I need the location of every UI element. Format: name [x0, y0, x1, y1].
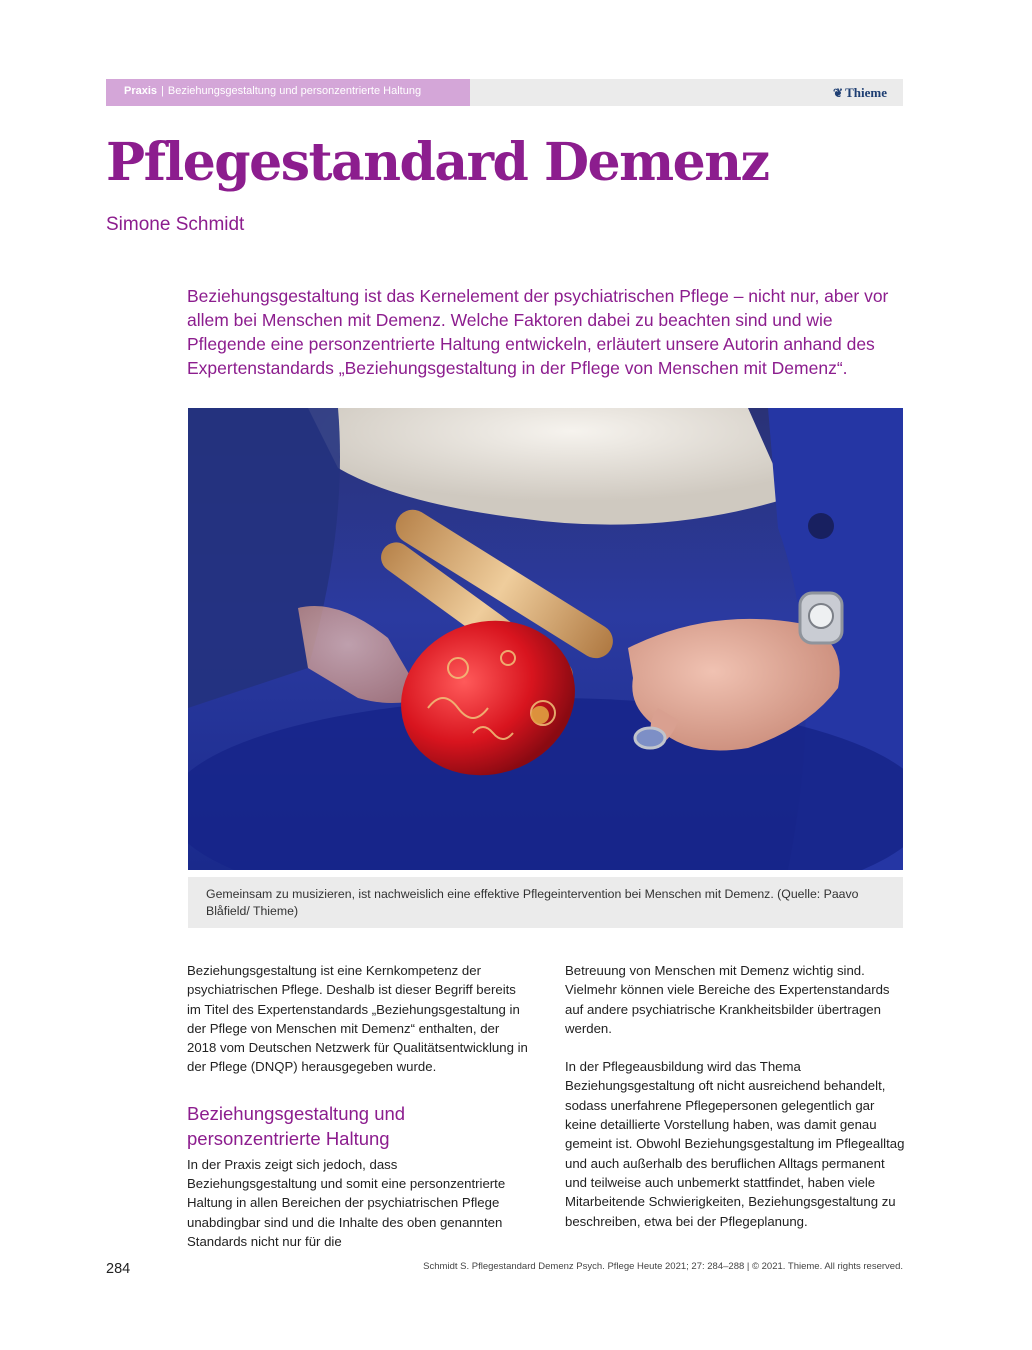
- body-paragraph: Beziehungsgestaltung ist eine Kernkompetenz der psychiatrischen Pflege. Deshalb ist dieser Begriff bereits im Titel des Expertenstandards „Beziehungsgestaltung in der Pflege von Menschen mit Demenz“ enthalten, der 2018 vom Deutschen Netzwerk für Qualitätsentwicklung in der Pflege (DNQP) herausgegeben wurde.: [187, 963, 528, 1075]
- photo-illustration: [188, 408, 903, 870]
- article-title: Pflegestandard Demenz: [106, 132, 769, 193]
- section-topic: Beziehungsgestaltung und personzentrierte Haltung: [167, 85, 422, 97]
- body-column-right: [565, 961, 907, 1231]
- thieme-logo-icon: ❦: [833, 86, 844, 100]
- body-paragraph: In der Praxis zeigt sich jedoch, dass Beziehungsgestaltung und somit eine personzentrierte Haltung in allen Bereichen der psychiatrischen Pflege unabdingbar sind und die Inhalte des oben genannten Standards nicht nur für die: [187, 1156, 506, 1249]
- body-paragraph: In der Pflegeausbildung wird das Thema Beziehungsgestaltung oft nicht ausreichend behandelt, sodass unerfahrene Pflegepersonen gelegentlich gar keine detaillierte Vorstellung haben, was damit genau gemeint ist. Obwohl Beziehungsgestaltung im Pflegealltag und auch außerhalb des beruflichen Alltags permanent und teilweise auch unbemerkt stattfindet, haben viele Mitarbeitende Schwierigkeiten, Beziehungsgestaltung zu beschreiben, etwa bei der Pflegeplanung.: [565, 1059, 905, 1229]
- section-tag: [106, 79, 470, 106]
- page-number: 284: [106, 1261, 131, 1277]
- body-paragraph: Betreuung von Menschen mit Demenz wichtig sind. Vielmehr können viele Bereiche des Expertenstandards auf andere psychiatrische Krankheitsbilder übertragen werden.: [565, 963, 890, 1036]
- section-subheading: Beziehungsgestaltung und personzentrierte Haltung: [187, 1102, 406, 1149]
- figure-caption: Gemeinsam zu musizieren, ist nachweislich eine effektive Pflegeintervention bei Menschen mit Demenz. (Quelle: Paavo Blåfield/ Thieme): [188, 877, 903, 928]
- article-author: Simone Schmidt: [106, 214, 245, 235]
- article-photo: [188, 408, 903, 870]
- publisher-logo: [833, 79, 887, 106]
- section-label: Praxis: [124, 85, 158, 97]
- publisher-name: Thieme: [845, 85, 887, 100]
- running-header: [106, 79, 903, 106]
- body-column-left: [187, 961, 529, 1251]
- article-lead: Beziehungsgestaltung ist das Kernelement der psychiatrischen Pflege – nicht nur, aber vor allem bei Menschen mit Demenz. Welche Faktoren dabei zu beachten sind und wie Pflegende eine personzentrierte Haltung entwickeln, erläutert unsere Autorin anhand des Expertenstandards „Beziehungsgestaltung in der Pflege von Menschen mit Demenz“.: [187, 286, 889, 378]
- section-separator: |: [161, 85, 164, 97]
- citation-footer: Schmidt S. Pflegestandard Demenz Psych. Pflege Heute 2021; 27: 284–288 | © 2021. Thieme. All rights reserved.: [423, 1261, 903, 1272]
